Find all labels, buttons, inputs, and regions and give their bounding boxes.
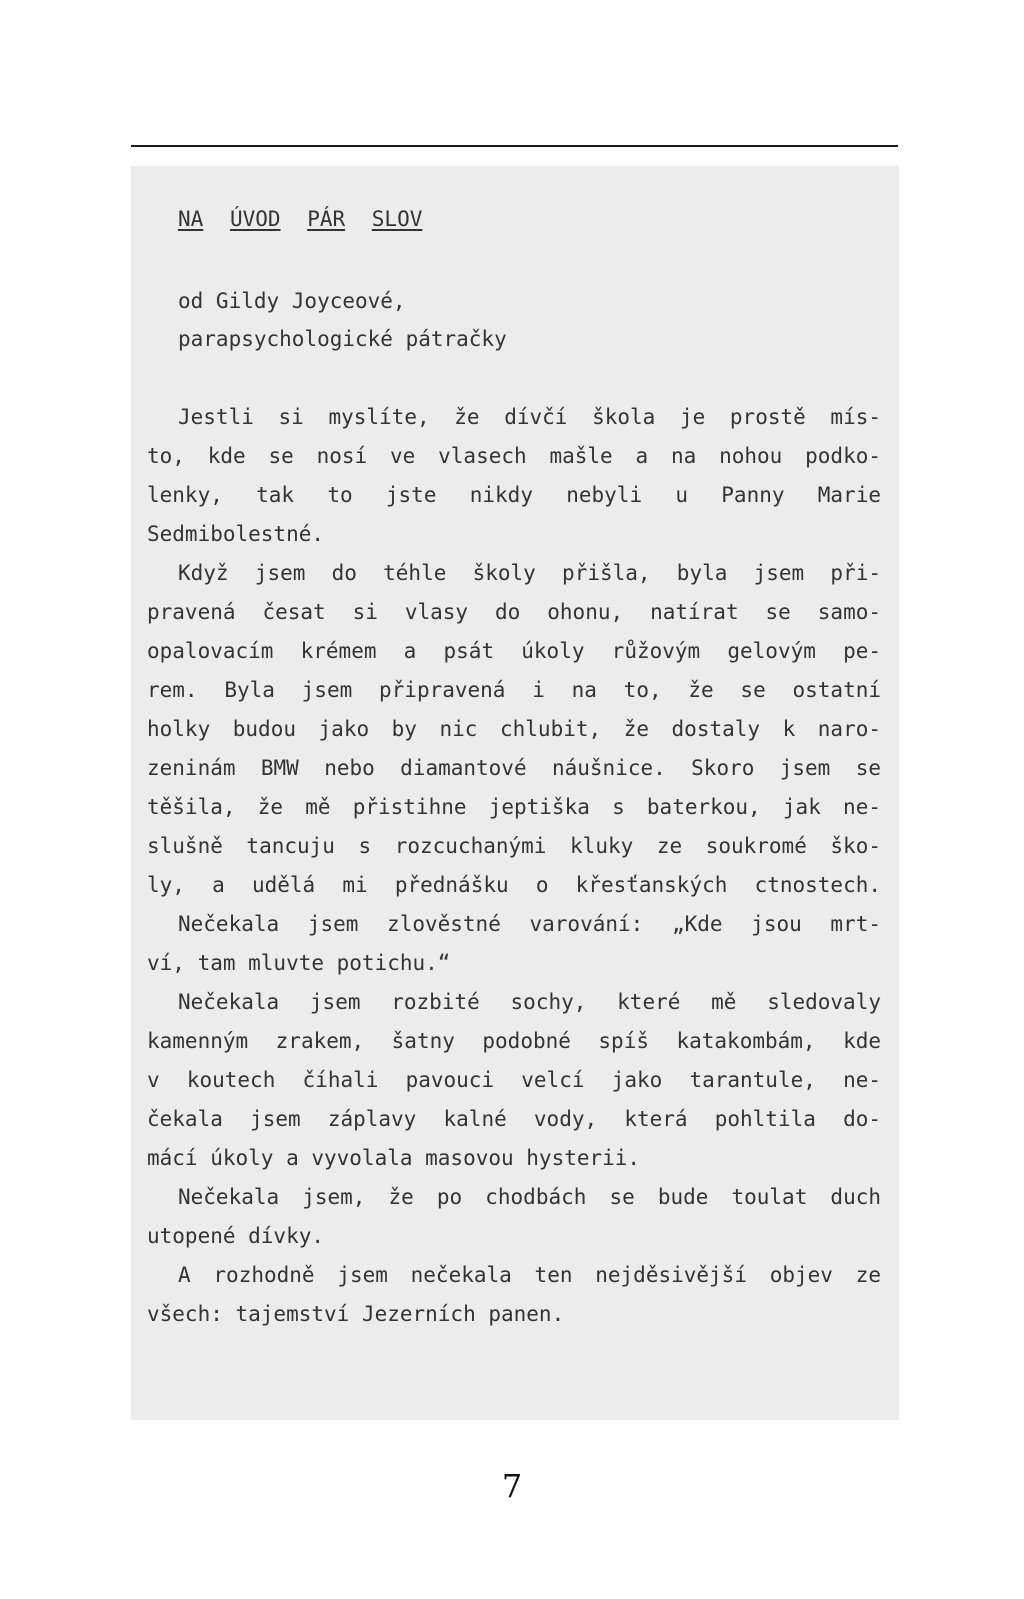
- body-line: Nečekala jsem rozbité sochy, které mě sledovaly: [178, 990, 881, 1014]
- body-line: Nečekala jsem, že po chodbách se bude toulat duch: [178, 1185, 881, 1209]
- heading-word: NA: [178, 207, 204, 231]
- body-line: utopené dívky.: [147, 1224, 325, 1248]
- body-line: Jestli si myslíte, že dívčí škola je prostě mís-: [178, 405, 881, 429]
- body-line: mácí úkoly a vyvolala masovou hysterii.: [147, 1146, 641, 1170]
- body-line: lenky, tak to jste nikdy nebyli u Panny Marie: [147, 483, 881, 507]
- heading-word: ÚVOD: [229, 207, 281, 231]
- body-line: A rozhodně jsem nečekala ten nejděsivější objev ze: [178, 1263, 881, 1287]
- body-line: slušně tancuju s rozcuchanými kluky ze soukromé ško-: [147, 834, 881, 858]
- byline-line: od Gildy Joyceové,: [178, 289, 406, 313]
- body-line: pravená česat si vlasy do ohonu, natírat se samo-: [147, 600, 881, 624]
- body-line: to, kde se nosí ve vlasech mašle a na nohou podko-: [147, 444, 881, 468]
- body-line: rem. Byla jsem připravená i na to, že se ostatní: [147, 678, 881, 702]
- body-line: holky budou jako by nic chlubit, že dostaly k naro-: [147, 717, 881, 741]
- body-line: těšila, že mě přistihne jeptiška s baterkou, jak ne-: [147, 795, 881, 819]
- body-line: všech: tajemství Jezerních panen.: [147, 1302, 565, 1326]
- body-line: ví, tam mluvte potichu.“: [147, 951, 451, 975]
- body-line: Sedmibolestné.: [147, 522, 325, 546]
- body-text: [147, 398, 881, 1334]
- heading-word: SLOV: [371, 207, 423, 231]
- body-line: opalovacím krémem a psát úkoly růžovým gelovým pe-: [147, 639, 881, 663]
- body-line: v koutech číhali pavouci velcí jako tarantule, ne-: [147, 1068, 881, 1092]
- body-line: kamenným zrakem, šatny podobné spíš katakombám, kde: [147, 1029, 881, 1053]
- heading-word: PÁR: [307, 207, 346, 231]
- body-line: Nečekala jsem zlověstné varování: „Kde jsou mrt-: [178, 912, 881, 936]
- chapter-heading: [178, 206, 432, 232]
- header-rule: [131, 145, 898, 147]
- body-line: Když jsem do téhle školy přišla, byla jsem při-: [178, 561, 881, 585]
- body-line: čekala jsem záplavy kalné vody, která pohltila do-: [147, 1107, 881, 1131]
- page-number: 7: [501, 1467, 523, 1505]
- author-byline: [178, 282, 507, 358]
- byline-line: parapsychologické pátračky: [178, 327, 507, 351]
- body-line: ly, a udělá mi přednášku o křesťanských ctnostech.: [147, 873, 881, 897]
- body-line: zeninám BMW nebo diamantové náušnice. Skoro jsem se: [147, 756, 881, 780]
